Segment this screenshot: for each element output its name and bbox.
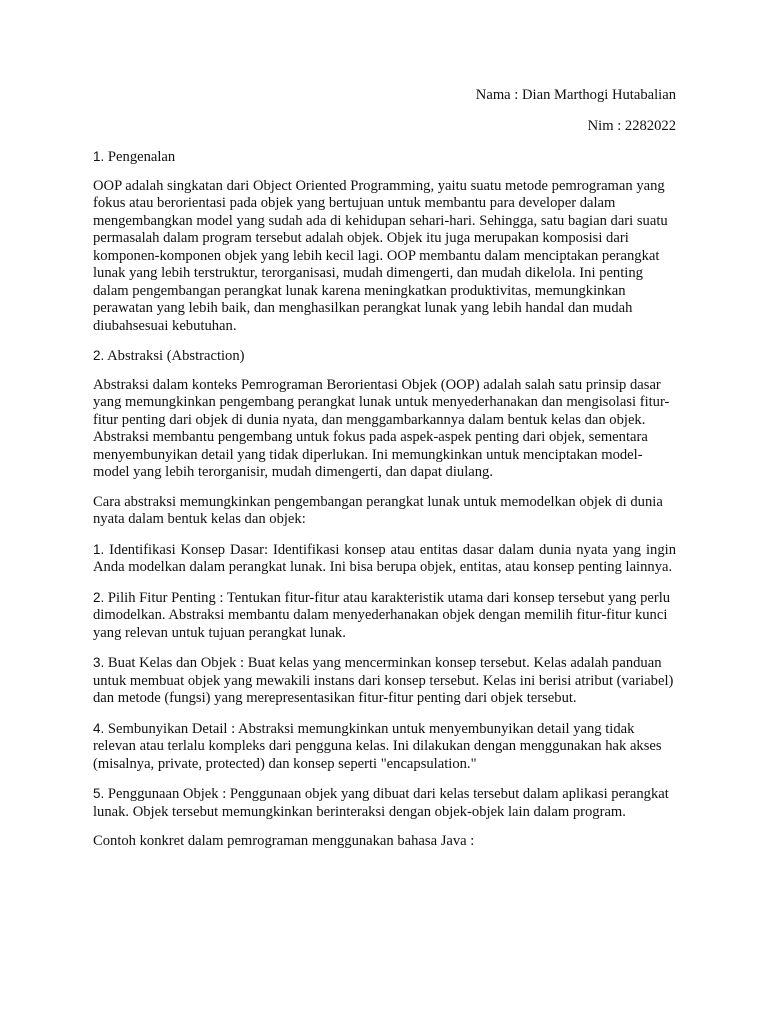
section-2-body-2: Cara abstraksi memungkinkan pengembangan perangkat lunak untuk memodelkan objek di dunia nyata dalam bentuk kelas dan objek: xyxy=(93,493,663,527)
list-item-2-text: Pilih Fitur Penting : Tentukan fitur-fitur atau karakteristik utama dari konsep tersebut yang perlu dimodelkan. Abstraksi membantu dalam menyederhanakan objek dengan memilih fitur-fitur kunci yang relevan untuk tujuan perangkat lunak. xyxy=(93,589,671,641)
closing-line: Contoh konkret dalam pemrograman menggunakan bahasa Java : xyxy=(93,833,475,849)
student-name: Nama : Dian Marthogi Hutabalian xyxy=(475,87,676,103)
section-2-title: Abstraksi (Abstraction) xyxy=(107,348,245,364)
section-1-number: 1. xyxy=(93,149,105,164)
list-item-1 xyxy=(93,541,676,577)
list-item-2 xyxy=(93,589,676,643)
section-2-heading xyxy=(93,347,676,366)
list-item-3-number: 3. xyxy=(93,655,105,670)
list-item-5 xyxy=(93,785,676,821)
section-1-heading xyxy=(93,148,676,167)
list-item-3 xyxy=(93,654,676,708)
list-item-5-number: 5. xyxy=(93,786,105,801)
list-item-4 xyxy=(93,720,676,774)
list-item-1-number: 1. xyxy=(93,541,105,557)
section-1-body: OOP adalah singkatan dari Object Oriented Programming, yaitu suatu metode pemrograman yang fokus atau berorientasi pada objek yang bertujuan untuk membantu para developer dalam mengembangkan model yang sudah ada di kehidupan sehari-hari. Sehingga, satu bagian dari suatu permasalah dalam program tersebut adalah objek. Objek itu juga merupakan komposisi dari komponen-komponen objek yang lebih kecil lagi. OOP membantu dalam menciptakan perangkat lunak yang lebih terstruktur, terorganisasi, mudah dimengerti, dan mudah dikelola. Ini penting dalam pengembangan perangkat lunak karena meningkatkan produktivitas, memungkinkan perawatan yang lebih baik, dan menghasilkan perangkat lunak yang lebih handal dan mudah diubahsesuai kebutuhan. xyxy=(93,177,668,334)
student-nim: Nim : 2282022 xyxy=(587,117,676,134)
list-item-1-text: Identifikasi Konsep Dasar: Identifikasi konsep atau entitas dasar dalam dunia nyata yang ingin Anda modelkan dalam perangkat lunak. Ini bisa berupa objek, entitas, atau konsep penting lainnya. xyxy=(93,541,676,575)
section-2-number: 2. xyxy=(93,348,105,363)
list-item-2-number: 2. xyxy=(93,589,105,605)
section-1-title: Pengenalan xyxy=(107,149,176,165)
list-item-5-text: Penggunaan Objek : Penggunaan objek yang dibuat dari kelas tersebut dalam aplikasi perangkat lunak. Objek tersebut memungkinkan berinteraksi dengan objek-objek lain dalam program. xyxy=(93,786,669,820)
section-2-body-1: Abstraksi dalam konteks Pemrograman Berorientasi Objek (OOP) adalah salah satu prinsip dasar yang memungkinkan pengembang perangkat lunak untuk menyederhanakan dan mengisolasi fitur-fitur penting dari objek di dunia nyata, dan menggambarkannya dalam bentuk kelas dan objek. Abstraksi membantu pengembang untuk fokus pada aspek-aspek penting dari objek, sementara menyembunyikan detail yang tidak diperlukan. Ini memungkinkan untuk menciptakan model-model yang lebih terorganisir, mudah dimengerti, dan dapat diulang. xyxy=(93,376,670,480)
list-item-4-text: Sembunyikan Detail : Abstraksi memungkinkan untuk menyembunyikan detail yang tidak relevan atau terlalu kompleks dari pengguna kelas. Ini dilakukan dengan menggunakan hak akses (misalnya, private, protected) dan konsep seperti "encapsulation." xyxy=(93,720,662,772)
list-item-4-number: 4. xyxy=(93,720,105,736)
list-item-3-text: Buat Kelas dan Objek : Buat kelas yang mencerminkan konsep tersebut. Kelas adalah panduan untuk membuat objek yang mewakili instans dari konsep tersebut. Kelas ini berisi atribut (variabel) dan metode (fungsi) yang merepresentasikan fitur-fitur penting dari objek tersebut. xyxy=(93,655,674,706)
